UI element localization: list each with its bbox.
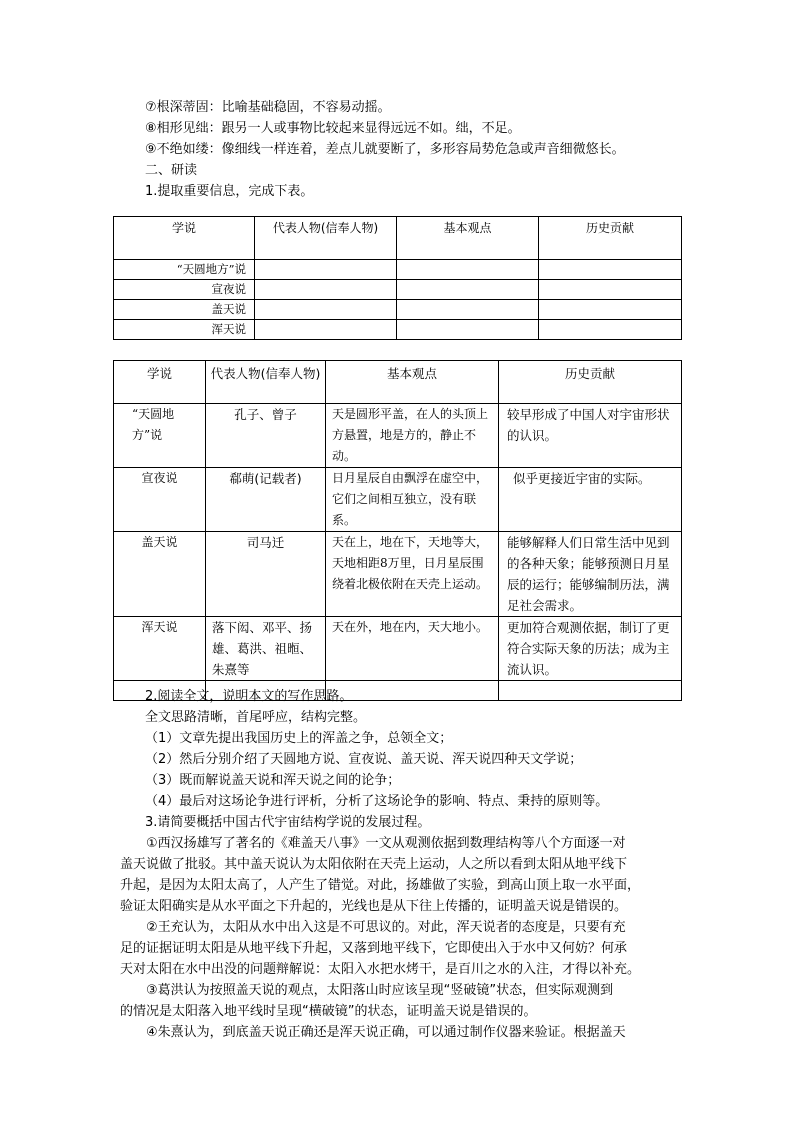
question-1: 1.提取重要信息，完成下表。 xyxy=(145,184,314,199)
paragraph-line: ②王充认为，太阳从水中出入这是不可思议的。对此，浑天说者的态度是，只要有充 xyxy=(120,920,626,935)
question-3: 3.请简要概括中国古代宇宙结构学说的发展过程。 xyxy=(145,815,431,830)
paragraph-line: 升起，是因为太阳太高了，人产生了错觉。对此，扬雄做了实验，到高山顶上取一水平面， xyxy=(120,878,641,893)
blank-table xyxy=(113,216,682,340)
theory-cell: “天圆地方”说 xyxy=(114,404,206,468)
answer-line: （3）既而解说盖天说和浑天说之间的论争； xyxy=(145,773,401,788)
table-row xyxy=(114,617,682,681)
paragraph-line: ①西汉扬雄写了著名的《难盖天八事》一文从观测依据到数理结构等八个方面逐一对 xyxy=(120,836,626,851)
blank-cell[interactable] xyxy=(397,280,539,300)
idiom-8: ⑧相形见绌：跟另一人或事物比较起来显得远远不如。绌，不足。 xyxy=(145,121,521,136)
answer-line: （4）最后对这场论争进行评析，分析了这场论争的影响、特点、秉持的原则等。 xyxy=(145,794,609,809)
answer-line: 全文思路清晰，首尾呼应，结构完整。 xyxy=(145,710,367,725)
paragraph-line: 足的证据证明太阳是从地平线下升起，又落到地平线下，它即使出入于水中又何妨？何承 xyxy=(120,941,628,956)
contribution-cell: 似乎更接近宇宙的实际。 xyxy=(499,468,682,532)
header-cell: 基本观点 xyxy=(326,361,499,404)
paragraph-line: 的情况是太阳落入地平线时呈现“横破镜”的状态，证明盖天说是错误的。 xyxy=(120,1004,537,1019)
theory-cell: “天圆地方”说 xyxy=(114,260,255,280)
blank-cell[interactable] xyxy=(255,280,397,300)
view-cell: 天在外，地在内，天大地小。 xyxy=(326,617,499,681)
table-row xyxy=(114,404,682,468)
theory-cell: 宣夜说 xyxy=(114,468,206,532)
idiom-9: ⑨不绝如缕：像细线一样连着，差点儿就要断了，多形容局势危急或声音细微悠长。 xyxy=(145,142,625,157)
contribution-cell: 更加符合观测依据，制订了更符合实际天象的历法；成为主流认识。 xyxy=(499,617,682,681)
view-cell: 天是圆形平盖，在人的头顶上方悬置，地是方的，静止不动。 xyxy=(326,404,499,468)
answer-line: （2）然后分别介绍了天圆地方说、宣夜说、盖天说、浑天说四种天文学说； xyxy=(145,752,583,767)
paragraph-line: 盖天说做了批驳。其中盖天说认为太阳依附在天壳上运动，人之所以看到太阳从地平线下 xyxy=(120,857,628,872)
idiom-7: ⑦根深蒂固：比喻基础稳固，不容易动摇。 xyxy=(145,100,391,115)
theory-cell: 浑天说 xyxy=(114,617,206,681)
header-cell: 代表人物(信奉人物) xyxy=(206,361,326,404)
answer-table xyxy=(113,360,682,701)
header-cell: 历史贡献 xyxy=(539,217,682,260)
blank-cell[interactable] xyxy=(539,260,682,280)
people-cell: 郗萌(记载者) xyxy=(206,468,326,532)
blank-cell[interactable] xyxy=(255,260,397,280)
contribution-cell: 能够解释人们日常生活中见到的各种天象；能够预测日月星辰的运行；能够编制历法，满足社会需求。 xyxy=(499,532,682,617)
theory-cell: 宣夜说 xyxy=(114,280,255,300)
answer-line: （1）文章先提出我国历史上的浑盖之争，总领全文； xyxy=(145,731,453,746)
table-row xyxy=(114,280,682,300)
people-cell: 司马迁 xyxy=(206,532,326,617)
blank-cell[interactable] xyxy=(397,260,539,280)
contribution-cell: 较早形成了中国人对宇宙形状的认识。 xyxy=(499,404,682,468)
paragraph-line: ④朱熹认为，到底盖天说正确还是浑天说正确，可以通过制作仪器来验证。根据盖天 xyxy=(120,1025,626,1040)
header-cell: 历史贡献 xyxy=(499,361,682,404)
people-cell: 孔子、曾子 xyxy=(206,404,326,468)
table-header-row xyxy=(114,361,682,404)
blank-cell[interactable] xyxy=(397,320,539,340)
section-title: 二、研读 xyxy=(145,163,198,178)
paragraph-line: 验证太阳确实是从水平面之下升起的，光线也是从下往上传播的，证明盖天说是错误的。 xyxy=(120,899,628,914)
question-2: 2.阅读全文，说明本文的写作思路。 xyxy=(145,689,353,704)
blank-cell[interactable] xyxy=(539,280,682,300)
blank-cell[interactable] xyxy=(539,300,682,320)
header-cell: 基本观点 xyxy=(397,217,539,260)
view-cell: 日月星辰自由飘浮在虚空中，它们之间相互独立，没有联系。 xyxy=(326,468,499,532)
table-row xyxy=(114,300,682,320)
table-row xyxy=(114,260,682,280)
blank-cell[interactable] xyxy=(255,320,397,340)
blank-cell xyxy=(499,681,682,701)
table-header-row xyxy=(114,217,682,260)
blank-cell[interactable] xyxy=(255,300,397,320)
header-cell: 学说 xyxy=(114,217,255,260)
theory-cell: 盖天说 xyxy=(114,300,255,320)
blank-cell[interactable] xyxy=(539,320,682,340)
table-row xyxy=(114,532,682,617)
table-row xyxy=(114,468,682,532)
header-cell: 代表人物(信奉人物) xyxy=(255,217,397,260)
view-cell: 天在上，地在下，天地等大，天地相距8万里，日月星辰围绕着北极依附在天壳上运动。 xyxy=(326,532,499,617)
paragraph-line: ③葛洪认为按照盖天说的观点，太阳落山时应该呈现“竖破镜”状态，但实际观测到 xyxy=(120,983,614,998)
header-cell: 学说 xyxy=(114,361,206,404)
paragraph-line: 天对太阳在水中出没的问题辩解说：太阳入水把水烤干，是百川之水的入注，才得以补充。 xyxy=(120,962,641,977)
theory-cell: 盖天说 xyxy=(114,532,206,617)
blank-cell[interactable] xyxy=(397,300,539,320)
theory-cell: 浑天说 xyxy=(114,320,255,340)
table-row xyxy=(114,320,682,340)
people-cell: 落下闳、邓平、扬雄、葛洪、祖暅、朱熹等 xyxy=(206,617,326,681)
